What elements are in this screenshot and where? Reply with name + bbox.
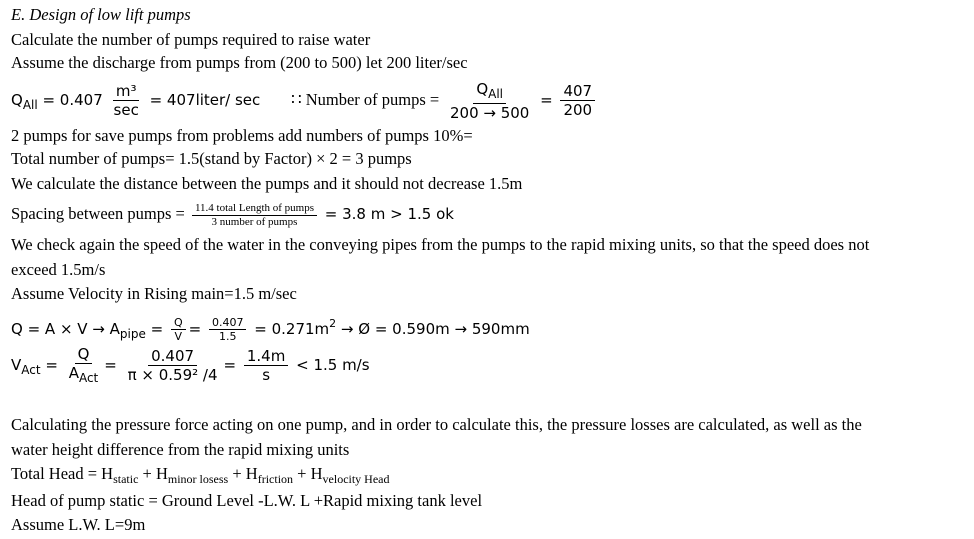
ratio-numerator: 407 — [560, 82, 595, 101]
q-subscript: All — [22, 98, 38, 112]
spacing-fraction — [192, 202, 317, 229]
values-numerator: 0.407 — [209, 316, 247, 330]
equation-discharge — [11, 78, 598, 127]
total-head-a: Total Head = H — [11, 464, 114, 483]
velocity-compare: < 1.5 m/s — [291, 356, 370, 374]
text-line: We check again the speed of the water in the conveying pipes from the pumps to the rapid mixing units, so that the speed does not — [11, 235, 870, 254]
q-symbol: Q — [11, 91, 23, 109]
velocity-denominator: s — [262, 366, 271, 384]
static-subscript: static — [113, 472, 139, 486]
text-line: Total number of pumps= 1.5(stand by Factor) × 2 = 3 pumps — [11, 149, 412, 168]
total-head-d: + H — [293, 464, 323, 483]
unit-numerator: m³ — [113, 82, 140, 101]
values-denominator: 1.5 — [218, 330, 237, 343]
text-line: exceed 1.5m/s — [11, 260, 106, 279]
text-line: Head of pump static = Ground Level -L.W. L +Rapid mixing tank level — [11, 491, 483, 510]
area-result: = 0.271m — [249, 320, 330, 338]
friction-subscript: friction — [257, 472, 294, 486]
unit-denominator: sec — [113, 101, 139, 119]
text-line: Assume Velocity in Rising main=1.5 m/sec — [11, 284, 297, 303]
text-line: Calculate the number of pumps required to raise water — [11, 30, 371, 49]
equals: = — [40, 356, 63, 374]
equation-total-head — [11, 463, 390, 490]
unit-fraction — [111, 82, 142, 119]
section-heading: E. Design of low lift pumps — [11, 5, 191, 24]
equation-velocity: $V_{Act}$ = $\frac{Q}{A_{Act}}$ = $\frac{0.407}{\text{π × 0.59² /4}}$ = $\frac{1.4m}{s}$ < 1.5 m/s — [11, 344, 370, 385]
equation-area: $Q = A \times V \to A_{pipe}$ = $\frac{Q}{V}$ = $\frac{0.407}{1.5}$ = $0.271m^2$ → Ø = 0.590m → 590mm — [11, 316, 530, 343]
text-line: 2 pumps for save pumps from problems add numbers of pumps 10%= — [11, 126, 473, 145]
qv-denominator: V — [174, 330, 183, 343]
text-line: water height difference from the rapid mixing units — [11, 440, 350, 459]
act-subscript: Act — [78, 370, 99, 385]
frac-q-sub: All — [488, 86, 504, 101]
equals: = — [145, 320, 168, 338]
spacing-label: Spacing between pumps = — [11, 204, 185, 223]
diameter-result: → Ø = 0.590m → 590mm — [336, 320, 530, 338]
area-denominator: π × 0.59² /4 — [127, 366, 218, 384]
text-line: We calculate the distance between the pumps and it should not decrease 1.5m — [11, 174, 523, 193]
range-denominator: 200 → 500 — [449, 103, 530, 122]
velocity-result-fraction — [244, 347, 288, 384]
total-head-b: + H — [138, 464, 168, 483]
frac-q: Q — [476, 79, 489, 98]
ratio-denominator: 200 — [563, 101, 593, 119]
v-symbol: V — [11, 356, 22, 374]
total-head-c: + H — [228, 464, 258, 483]
q-over-a-fraction — [66, 345, 102, 387]
eq-value: = 0.407 — [37, 91, 103, 109]
q-numerator: Q — [75, 345, 93, 364]
equals: = — [535, 91, 558, 109]
velocity-numerator: 1.4m — [244, 347, 288, 366]
square-superscript: 2 — [329, 317, 337, 330]
minor-subscript: minor losess — [167, 472, 229, 486]
a-denominator: A — [68, 363, 79, 382]
pumps-fraction — [447, 80, 532, 122]
equation-spacing — [11, 196, 454, 232]
area-lhs: Q = A × V → A — [11, 320, 120, 338]
flow-numerator: 0.407 — [148, 347, 197, 366]
ratio-fraction — [560, 82, 595, 119]
spacing-denominator: 3 number of pumps — [211, 215, 298, 228]
qv-numerator: Q — [171, 316, 186, 330]
eq-liters: = 407liter/ sec — [144, 91, 261, 109]
act-subscript: Act — [21, 363, 41, 377]
spacing-numerator: 11.4 total Length of pumps — [192, 202, 317, 216]
text-line: Assume the discharge from pumps from (200 to 500) let 200 liter/sec — [11, 53, 468, 72]
velocity-values-fraction — [125, 347, 221, 384]
text-line: Assume L.W. L=9m — [11, 515, 146, 534]
text-line: Calculating the pressure force acting on one pump, and in order to calculate this, the pressure losses are calculated, as well as the — [11, 415, 862, 434]
values-fraction — [209, 316, 247, 343]
pipe-subscript: pipe — [119, 327, 146, 341]
therefore-label: ∷ Number of pumps = — [291, 90, 440, 109]
spacing-result: = 3.8 m > 1.5 ok — [320, 205, 454, 223]
velocity-subscript: velocity Head — [322, 472, 390, 486]
qv-fraction — [171, 316, 186, 343]
